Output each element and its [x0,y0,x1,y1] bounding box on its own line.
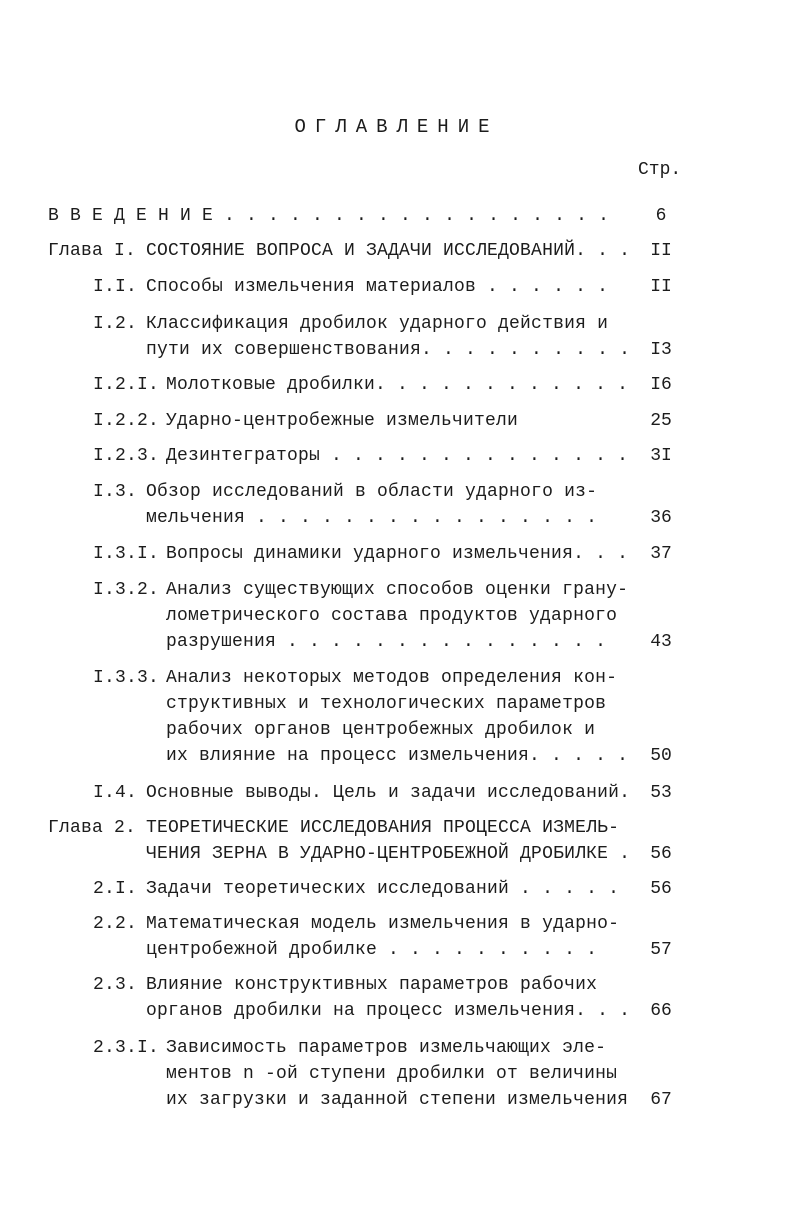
toc-entry-text-line: ТЕОРЕТИЧЕСКИЕ ИССЛЕДОВАНИЯ ПРОЦЕССА ИЗМЕЛЬ- [146,818,620,838]
toc-entry-text-line: ментов n -ой ступени дробилки от величины [166,1064,618,1084]
toc-entry-text-line: Влияние конструктивных параметров рабочих [146,975,598,995]
toc-entry-number: 2.3. [93,975,138,995]
toc-entry-text-line: Молотковые дробилки. . . . . . . . . . . . [166,375,629,395]
toc-entry-text-line: их загрузки и заданной степени измельчения [166,1090,629,1110]
toc-entry-text-line: органов дробилки на процесс измельчения. . . [146,1001,631,1021]
page-column-header: Стр. [638,160,682,180]
toc-entry-text-line: СОСТОЯНИЕ ВОПРОСА И ЗАДАЧИ ИССЛЕДОВАНИЙ. . . [146,241,631,261]
toc-entry-page-number: 37 [650,544,672,564]
toc-entry-text-line: разрушения . . . . . . . . . . . . . . . [166,632,607,652]
toc-entry-page-number: 56 [650,844,672,864]
toc-entry-text-line: Зависимость параметров измельчающих эле- [166,1038,607,1058]
toc-entry-text-line: Анализ некоторых методов определения кон- [166,668,618,688]
page-title: ОГЛАВЛЕНИЕ [294,116,499,138]
toc-entry-number: I.3.2. [93,580,160,600]
toc-entry-number: I.3.I. [93,544,160,564]
toc-entry-number: I.2. [93,314,138,334]
toc-entry-page-number: 50 [650,746,672,766]
toc-entry-text-line: мельчения . . . . . . . . . . . . . . . . [146,508,598,528]
toc-entry-text-line: лометрического состава продуктов ударного [166,606,618,626]
toc-entry-text-line: структивных и технологических параметров [166,694,607,714]
toc-entry-page-number: 6 [655,206,667,226]
toc-entry-text-line: их влияние на процесс измельчения. . . . . [166,746,629,766]
toc-entry-page-number: I3 [650,340,672,360]
toc-entry-number: Глава 2. [48,818,137,838]
toc-entry-text-line: ЧЕНИЯ ЗЕРНА В УДАРНО-ЦЕНТРОБЕЖНОЙ ДРОБИЛКЕ . [146,844,631,864]
toc-entry-number: Глава I. [48,241,137,261]
toc-entry-number: I.3. [93,482,138,502]
toc-entry-page-number: 57 [650,940,672,960]
toc-entry-page-number: 56 [650,879,672,899]
toc-entry-text-line: Ударно-центробежные измельчители [166,411,519,431]
toc-entry-text-line: пути их совершенствования. . . . . . . . . . [146,340,631,360]
toc-entry-text-line: Дезинтеграторы . . . . . . . . . . . . . . [166,446,629,466]
toc-entry-text-line: центробежной дробилке . . . . . . . . . . [146,940,598,960]
toc-entry-number: I.2.2. [93,411,160,431]
toc-entry-text-line: Вопросы динамики ударного измельчения. . . [166,544,629,564]
toc-entry-number: I.4. [93,783,138,803]
toc-entry-page-number: 53 [650,783,672,803]
toc-entry-page-number: 36 [650,508,672,528]
toc-entry-page-number: 43 [650,632,672,652]
toc-entry-number: I.2.I. [93,375,160,395]
toc-entry-text-line: Обзор исследований в области ударного из- [146,482,598,502]
toc-entry-text-line: рабочих органов центробежных дробилок и [166,720,596,740]
toc-entry-text-line: Способы измельчения материалов . . . . . . [146,277,609,297]
toc-entry-page-number: I6 [650,375,672,395]
toc-entry-number: I.2.3. [93,446,160,466]
toc-entry-number: I.I. [93,277,138,297]
toc-entry-page-number: 66 [650,1001,672,1021]
toc-entry-page-number: 3I [650,446,672,466]
toc-entry-text-line: В В Е Д Е Н И Е . . . . . . . . . . . . . . . . . . [48,206,610,226]
toc-entry-text-line: Анализ существующих способов оценки грану- [166,580,629,600]
toc-entry-number: 2.I. [93,879,138,899]
toc-entry-text-line: Задачи теоретических исследований . . . . . [146,879,620,899]
toc-entry-page-number: II [650,241,672,261]
toc-entry-page-number: 67 [650,1090,672,1110]
toc-entry-page-number: 25 [650,411,672,431]
toc-entry-number: I.3.3. [93,668,160,688]
toc-entry-number: 2.3.I. [93,1038,160,1058]
toc-entry-text-line: Основные выводы. Цель и задачи исследований. [146,783,631,803]
toc-entry-number: 2.2. [93,914,138,934]
toc-entry-text-line: Математическая модель измельчения в ударно- [146,914,620,934]
toc-entry-page-number: II [650,277,672,297]
toc-entry-text-line: Классификация дробилок ударного действия и [146,314,609,334]
